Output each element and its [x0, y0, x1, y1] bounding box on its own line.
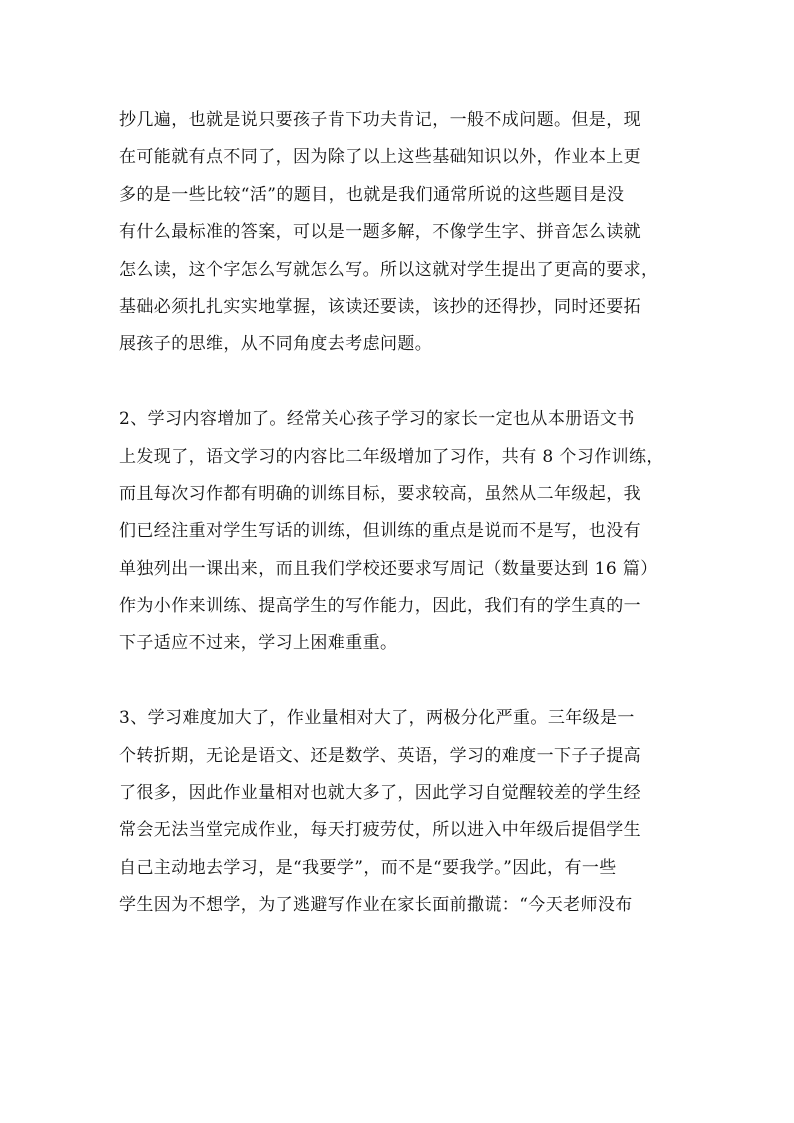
text-line: 多的是一些比较“活”的题目，也就是我们通常所说的这些题目是没	[119, 184, 625, 205]
text-line: 展孩子的思维，从不同角度去考虑问题。	[119, 334, 433, 355]
text-line: 了很多，因此作业量相对也就大多了，因此学习自觉醒较差的学生经	[119, 783, 641, 804]
text-line: 自己主动地去学习，是“我要学”，而不是“要我学。”因此，有一些	[119, 857, 617, 878]
text-line: 下子适应不过来，学习上困难重重。	[119, 633, 398, 654]
text-line: 单独列出一课出来，而且我们学校还要求写周记（数量要达到 16 篇）	[119, 558, 658, 579]
paragraph-2	[119, 401, 689, 663]
text-line: 常会无法当堂完成作业，每天打疲劳仗，所以进入中年级后提倡学生	[119, 820, 641, 841]
paragraph-1	[119, 102, 689, 364]
text-line: 怎么读，这个字怎么写就怎么写。所以这就对学生提出了更高的要求，	[119, 259, 659, 280]
document-body	[119, 102, 689, 925]
text-line: 们已经注重对学生写话的训练，但训练的重点是说而不是写，也没有	[119, 521, 641, 542]
text-line: 个转折期，无论是语文、还是数学、英语，学习的难度一下子子提高	[119, 745, 641, 766]
text-line: 有什么最标准的答案，可以是一题多解，不像学生字、拼音怎么读就	[119, 222, 641, 243]
paragraph-3	[119, 700, 689, 924]
text-line: 2、学习内容增加了。经常关心孩子学习的家长一定也从本册语文书	[119, 409, 635, 430]
text-line: 在可能就有点不同了，因为除了以上这些基础知识以外，作业本上更	[119, 147, 641, 168]
text-line: 作为小作来训练、提高学生的写作能力，因此，我们有的学生真的一	[119, 596, 641, 617]
text-line: 而且每次习作都有明确的训练目标，要求较高，虽然从二年级起，我	[119, 483, 641, 504]
text-line: 基础必须扎扎实实地掌握，该读还要读，该抄的还得抄，同时还要拓	[119, 296, 641, 317]
text-line: 抄几遍，也就是说只要孩子肯下功夫肯记，一般不成问题。但是，现	[119, 110, 641, 130]
text-line: 3、学习难度加大了，作业量相对大了，两极分化严重。三年级是一	[119, 708, 635, 729]
text-line: 上发现了，语文学习的内容比二年级增加了习作，共有 8 个习作训练，	[119, 446, 664, 467]
text-line: 学生因为不想学，为了逃避写作业在家长面前撒谎：“今天老师没布	[119, 895, 633, 916]
